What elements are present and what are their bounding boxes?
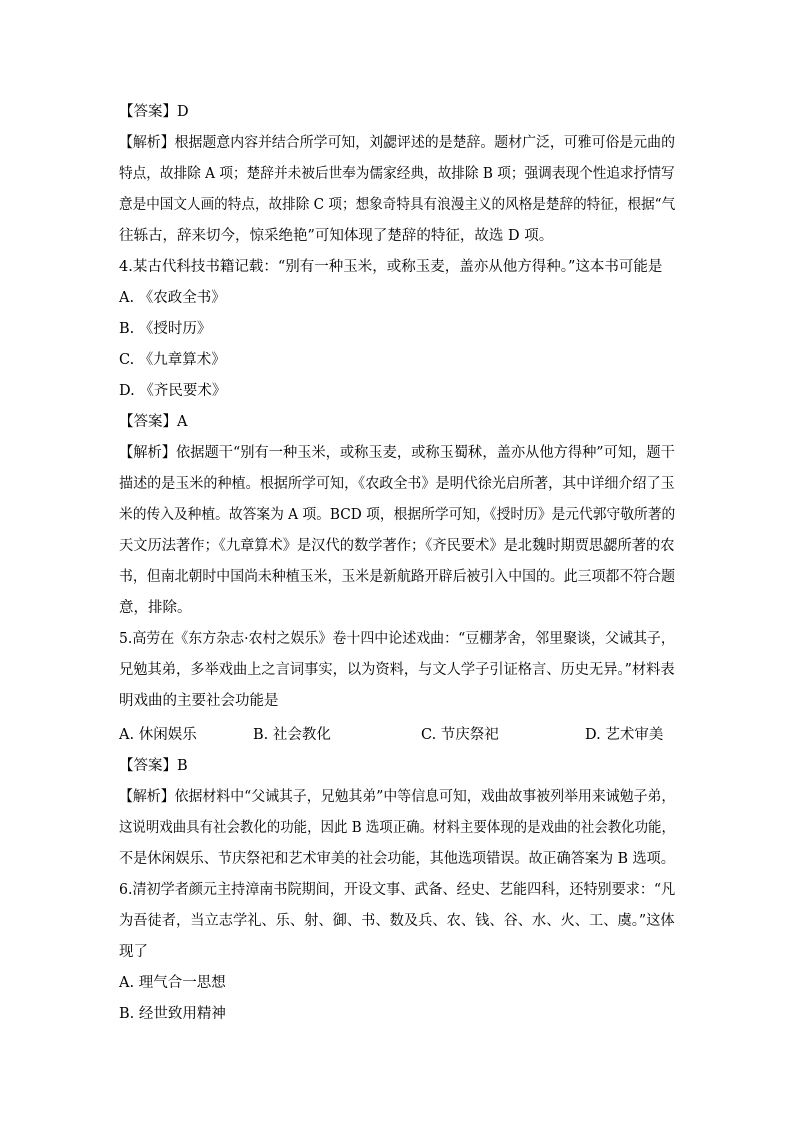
q4-option-a: A. 《农政全书》 — [119, 290, 226, 306]
q5-option-a: A. 休闲娱乐 — [119, 727, 197, 743]
q6-stem-line: 为吾徒者，当立志学礼、乐、射、御、书、数及兵、农、钱、谷、水、火、工、虞。”这体 — [119, 913, 675, 929]
q5-stem-line: 明戏曲的主要社会功能是 — [119, 693, 279, 709]
q6-stem-line: 现了 — [119, 944, 148, 960]
q6-option-a: A. 理气合一思想 — [119, 975, 226, 991]
q4-analysis-line: 描述的是玉米的种植。根据所学可知，《农政全书》是明代徐光启所著，其中详细介绍了玉 — [119, 476, 675, 492]
q3-analysis-line: 特点，故排除 A 项；楚辞并未被后世奉为儒家经典，故排除 B 项；强调表现个性追求抒情写 — [119, 166, 675, 182]
q4-analysis-line: 天文历法著作；《九章算术》是汉代的数学著作；《齐民要术》是北魏时期贾思勰所著的农 — [119, 538, 675, 554]
q5-option-d: D. 艺术审美 — [585, 727, 664, 743]
q3-analysis-line: 往轹古，辞来切今，惊采绝艳”可知体现了楚辞的特征，故选 D 项。 — [119, 228, 554, 244]
q4-analysis-line: 书，但南北朝时中国尚未种植玉米，玉米是新航路开辟后被引入中国的。此三项都不符合题 — [119, 569, 675, 585]
q5-analysis-line: 不是休闲娱乐、节庆祭祀和艺术审美的社会功能，其他选项错误。故正确答案为 B 选项。 — [119, 851, 675, 867]
q4-analysis-line: 【解析】依据题干“别有一种玉米，或称玉麦，或称玉蜀秫，盖亦从他方得种”可知，题干 — [119, 445, 675, 461]
q3-analysis-line: 意是中国文人画的特点，故排除 C 项；想象奇特具有浪漫主义的风格是楚辞的特征，根据“气 — [119, 197, 676, 213]
q4-analysis-line: 意，排除。 — [119, 600, 192, 616]
q4-stem: 4.某古代科技书籍记载：“别有一种玉米，或称玉麦，盖亦从他方得种。”这本书可能是 — [119, 259, 663, 275]
q5-stem-line: 5.高劳在《东方杂志·农村之娱乐》卷十四中论述戏曲：“豆棚茅舍，邻里聚谈，父诫其子， — [119, 631, 675, 647]
q5-stem-line: 兄勉其弟，多举戏曲上之言词事实，以为资料，与文人学子引证格言、历史无异。”材料表 — [119, 662, 675, 678]
q5-analysis-line: 【解析】依据材料中“父诫其子，兄勉其弟”中等信息可知，戏曲故事被列举用来诫勉子弟， — [119, 789, 676, 805]
q5-analysis-line: 这说明戏曲具有社会教化的功能，因此 B 选项正确。材料主要体现的是戏曲的社会教化功能， — [119, 820, 675, 836]
q4-option-c: C. 《九章算术》 — [119, 352, 226, 368]
q4-option-d: D. 《齐民要术》 — [119, 383, 227, 399]
q3-analysis-line: 【解析】根据题意内容并结合所学可知，刘勰评述的是楚辞。题材广泛，可雅可俗是元曲的 — [119, 135, 675, 151]
q5-answer: 【答案】B — [119, 758, 188, 774]
q4-option-b: B. 《授时历》 — [119, 321, 212, 337]
q3-answer: 【答案】D — [119, 104, 189, 120]
q4-analysis-line: 米的传入及种植。故答案为 A 项。BCD 项，根据所学可知，《授时历》是元代郭守敬所著的 — [119, 507, 676, 523]
q6-option-b: B. 经世致用精神 — [119, 1006, 226, 1022]
q5-option-c: C. 节庆祭祀 — [421, 727, 499, 743]
q5-option-b: B. 社会教化 — [253, 727, 331, 743]
q4-answer: 【答案】A — [119, 414, 188, 430]
q6-stem-line: 6.清初学者颜元主持漳南书院期间，开设文事、武备、经史、艺能四科，还特别要求：“凡 — [119, 882, 676, 898]
